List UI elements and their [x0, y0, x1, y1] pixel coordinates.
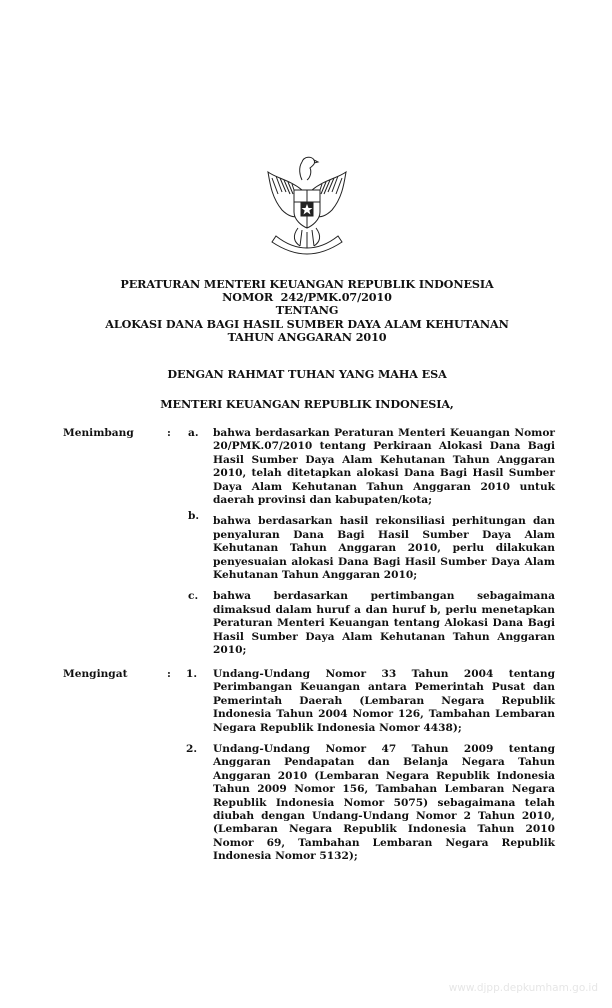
regulation-number: NOMOR 242/PMK.07/2010 [222, 290, 392, 305]
menimbang-section [63, 427, 555, 658]
consideration-item-b [63, 510, 555, 582]
item-text: Undang-Undang Nomor 47 Tahun 2009 tentang Anggaran Pendapatan dan Belanja Negara Tahun Anggaran 2010 (Lembaran Negara Republik Indonesia Tahun 2009 Nomor 156, Tambahan Lembaran Negara Republik Indonesia Nomor 5075) sebagaimana telah diubah dengan Undang-Undang Nomor 2 Tahun 2010, (Lembaran Negara Republik Indonesia Tahun 2010 Nomor 69, Tambahan Lembaran Negara Republik Indonesia Nomor 5132); [213, 743, 555, 863]
watermark-link: www.djpp.depkumham.go.id [448, 982, 598, 994]
item-text: bahwa berdasarkan pertimbangan sebagaimana dimaksud dalam huruf a dan huruf b, perlu menetapkan Peraturan Menteri Keuangan tentang Alokasi Dana Bagi Hasil Sumber Daya Alam Kehutanan Tahun Anggaran 2010; [213, 590, 555, 657]
item-number: b. [188, 510, 200, 523]
section-colon: : [167, 427, 171, 439]
regulation-title [60, 278, 554, 344]
consideration-item-c [63, 590, 555, 657]
authority: MENTERI KEUANGAN REPUBLIK INDONESIA, [160, 397, 454, 411]
legal-basis-item-1 [63, 668, 555, 735]
section-label: Mengingat [63, 668, 128, 680]
item-number: c. [188, 590, 199, 603]
item-text: bahwa berdasarkan hasil rekonsiliasi perhitungan dan penyaluran Dana Bagi Hasil Sumber Daya Alam Kehutanan Tahun Anggaran 2010, perlu dilakukan penyesuaian alokasi Dana Bagi Hasil Sumber Daya Alam Kehutanan Tahun Anggaran 2010; [213, 515, 555, 582]
item-number: 2. [186, 743, 198, 756]
title-line: TENTANG [275, 303, 339, 318]
consideration-item-a [63, 427, 555, 507]
garuda-emblem-icon [262, 150, 352, 262]
item-number: a. [188, 427, 199, 439]
legal-basis-item-2 [63, 743, 555, 864]
invocation: DENGAN RAHMAT TUHAN YANG MAHA ESA [167, 367, 447, 381]
item-number: 1. [186, 668, 198, 680]
title-line: PERATURAN MENTERI KEUANGAN REPUBLIK INDONESIA [120, 277, 494, 291]
title-line: ALOKASI DANA BAGI HASIL SUMBER DAYA ALAM KEHUTANAN [105, 316, 509, 331]
item-text: bahwa berdasarkan Peraturan Menteri Keuangan Nomor 20/PMK.07/2010 tentang Perkiraan Alokasi Dana Bagi Hasil Sumber Daya Alam Kehutanan Tahun Anggaran 2010, telah ditetapkan alokasi Dana Bagi Hasil Sumber Daya Alam Kehutanan Tahun Anggaran 2010 untuk daerah provinsi dan kabupaten/kota; [213, 427, 555, 507]
section-label: Menimbang [63, 427, 134, 439]
mengingat-section [63, 668, 555, 864]
item-text: Undang-Undang Nomor 33 Tahun 2004 tentang Perimbangan Keuangan antara Pemerintah Pusat dan Pemerintah Daerah (Lembaran Negara Republik Indonesia Tahun 2004 Nomor 126, Tambahan Lembaran Negara Republik Indonesia Nomor 4438); [213, 668, 555, 734]
section-colon: : [167, 668, 171, 680]
title-line: TAHUN ANGGARAN 2010 [227, 329, 387, 344]
